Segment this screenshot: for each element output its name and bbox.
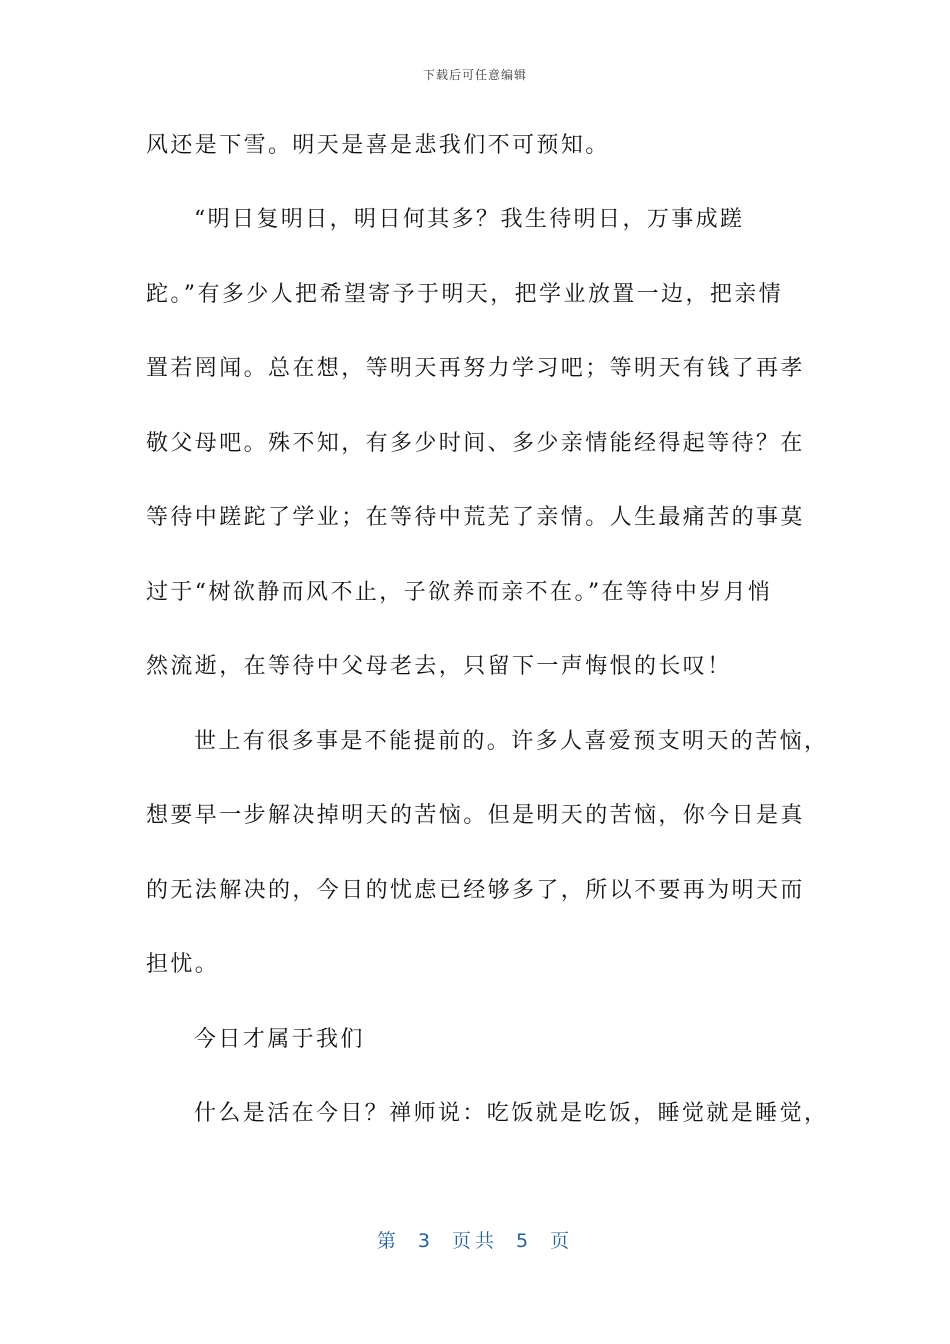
- text-line: 的无法解决的，今日的忧虑已经够多了，所以不要再为明天而: [146, 878, 805, 903]
- text-line: 想要早一步解决掉明天的苦恼。但是明天的苦恼，你今日是真: [146, 803, 805, 828]
- text-line: 跎。”有多少人把希望寄予于明天，把学业放置一边，把亲情: [146, 282, 784, 307]
- page-header: 下载后可任意编辑: [422, 68, 527, 82]
- text-line: 世上有很多事是不能提前的。许多人喜爱预支明天的苦恼，: [194, 729, 829, 754]
- text-line: 敬父母吧。殊不知，有多少时间、多少亲情能经得起等待？在: [146, 431, 805, 456]
- section-heading: 今日才属于我们: [194, 1027, 365, 1052]
- text-line: 然流逝，在等待中父母老去，只留下一声悔恨的长叹！: [146, 654, 732, 679]
- text-line: 等待中蹉跎了学业；在等待中荒芜了亲情。人生最痛苦的事莫: [146, 505, 805, 530]
- text-line: 什么是活在今日？禅师说：吃饭就是吃饭，睡觉就是睡觉，: [194, 1101, 829, 1126]
- text-line: “明日复明日，明日何其多？我生待明日，万事成蹉: [194, 207, 745, 232]
- text-line: 置若罔闻。总在想，等明天再努力学习吧；等明天有钱了再孝: [146, 356, 805, 381]
- text-line: 过于“树欲静而风不止，子欲养而亲不在。”在等待中岁月悄: [146, 580, 773, 605]
- text-line: 担忧。: [146, 952, 220, 977]
- text-line: 风还是下雪。明天是喜是悲我们不可预知。: [146, 133, 610, 158]
- page-number-footer: 第 3 页共 5 页: [376, 1230, 574, 1252]
